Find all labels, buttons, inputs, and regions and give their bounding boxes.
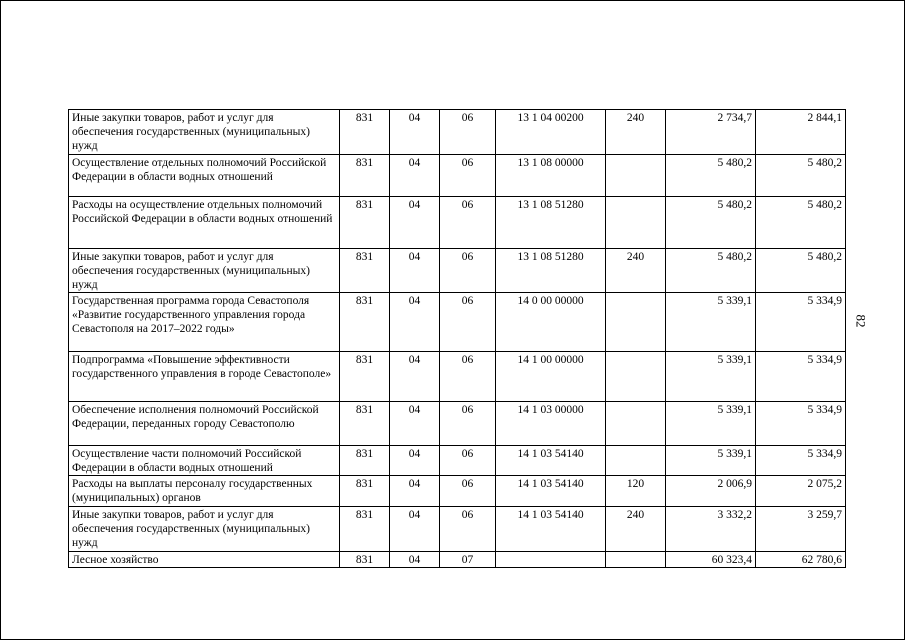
row-ved-cell: 831 [340, 476, 390, 507]
row-csr-cell: 14 0 00 00000 [496, 293, 606, 352]
row-csr-cell: 14 1 03 54140 [496, 507, 606, 552]
row-vr-cell [606, 293, 666, 352]
row-rz-cell: 04 [390, 352, 440, 402]
table-row [69, 155, 846, 197]
row-name-cell: Иные закупки товаров, работ и услуг для обеспечения государственных (муниципальных) нужд [69, 249, 340, 293]
row-csr-cell [496, 552, 606, 568]
row-ved-cell: 831 [340, 249, 390, 293]
row-csr-cell: 14 1 03 54140 [496, 446, 606, 476]
row-rz-cell: 04 [390, 552, 440, 568]
row-name-cell: Государственная программа города Севастополя «Развитие государственного управления города Севастополя на 2017–2022 годы» [69, 293, 340, 352]
row-pr-cell: 06 [440, 249, 496, 293]
row-sum1-cell: 5 339,1 [666, 402, 756, 446]
row-sum2-cell: 3 259,7 [756, 507, 846, 552]
row-sum1-cell: 2 734,7 [666, 110, 756, 155]
row-name-cell: Лесное хозяйство [69, 552, 340, 568]
row-sum1-cell: 3 332,2 [666, 507, 756, 552]
row-pr-cell: 06 [440, 476, 496, 507]
row-rz-cell: 04 [390, 155, 440, 197]
row-sum2-cell: 62 780,6 [756, 552, 846, 568]
page-number: 82 [853, 314, 869, 328]
row-rz-cell: 04 [390, 446, 440, 476]
table-row [69, 110, 846, 155]
row-vr-cell [606, 155, 666, 197]
row-csr-cell: 13 1 04 00200 [496, 110, 606, 155]
row-rz-cell: 04 [390, 293, 440, 352]
table-row [69, 249, 846, 293]
row-sum2-cell: 5 334,9 [756, 352, 846, 402]
row-vr-cell: 120 [606, 476, 666, 507]
budget-table [68, 109, 846, 568]
row-ved-cell: 831 [340, 446, 390, 476]
row-csr-cell: 13 1 08 51280 [496, 249, 606, 293]
row-sum2-cell: 5 480,2 [756, 155, 846, 197]
row-sum1-cell: 2 006,9 [666, 476, 756, 507]
row-sum2-cell: 5 334,9 [756, 446, 846, 476]
row-pr-cell: 07 [440, 552, 496, 568]
table-row [69, 507, 846, 552]
row-vr-cell [606, 352, 666, 402]
row-name-cell: Иные закупки товаров, работ и услуг для обеспечения государственных (муниципальных) нужд [69, 507, 340, 552]
row-name-cell: Осуществление части полномочий Российской Федерации в области водных отношений [69, 446, 340, 476]
table-row [69, 552, 846, 568]
row-pr-cell: 06 [440, 155, 496, 197]
row-pr-cell: 06 [440, 507, 496, 552]
table-row [69, 197, 846, 249]
row-sum1-cell: 5 480,2 [666, 155, 756, 197]
row-sum2-cell: 5 334,9 [756, 402, 846, 446]
row-ved-cell: 831 [340, 402, 390, 446]
table-row [69, 402, 846, 446]
row-pr-cell: 06 [440, 402, 496, 446]
row-sum1-cell: 60 323,4 [666, 552, 756, 568]
row-name-cell: Иные закупки товаров, работ и услуг для обеспечения государственных (муниципальных) нужд [69, 110, 340, 155]
row-sum1-cell: 5 339,1 [666, 352, 756, 402]
table-row [69, 476, 846, 507]
row-vr-cell [606, 402, 666, 446]
row-vr-cell: 240 [606, 249, 666, 293]
row-sum1-cell: 5 339,1 [666, 446, 756, 476]
row-ved-cell: 831 [340, 197, 390, 249]
row-pr-cell: 06 [440, 352, 496, 402]
row-pr-cell: 06 [440, 446, 496, 476]
row-vr-cell [606, 197, 666, 249]
row-sum2-cell: 5 480,2 [756, 197, 846, 249]
row-name-cell: Расходы на осуществление отдельных полномочий Российской Федерации в области водных отношений [69, 197, 340, 249]
row-ved-cell: 831 [340, 110, 390, 155]
table-row [69, 446, 846, 476]
row-sum1-cell: 5 480,2 [666, 197, 756, 249]
row-ved-cell: 831 [340, 507, 390, 552]
row-vr-cell: 240 [606, 507, 666, 552]
row-rz-cell: 04 [390, 402, 440, 446]
row-rz-cell: 04 [390, 507, 440, 552]
row-pr-cell: 06 [440, 110, 496, 155]
row-name-cell: Обеспечение исполнения полномочий Российской Федерации, переданных городу Севастополю [69, 402, 340, 446]
row-pr-cell: 06 [440, 293, 496, 352]
row-rz-cell: 04 [390, 249, 440, 293]
row-csr-cell: 14 1 00 00000 [496, 352, 606, 402]
row-csr-cell: 13 1 08 51280 [496, 197, 606, 249]
row-name-cell: Расходы на выплаты персоналу государственных (муниципальных) органов [69, 476, 340, 507]
row-pr-cell: 06 [440, 197, 496, 249]
table-row [69, 293, 846, 352]
row-name-cell: Осуществление отдельных полномочий Российской Федерации в области водных отношений [69, 155, 340, 197]
row-csr-cell: 13 1 08 00000 [496, 155, 606, 197]
row-sum2-cell: 2 075,2 [756, 476, 846, 507]
row-ved-cell: 831 [340, 155, 390, 197]
row-ved-cell: 831 [340, 552, 390, 568]
row-rz-cell: 04 [390, 110, 440, 155]
row-csr-cell: 14 1 03 00000 [496, 402, 606, 446]
row-vr-cell [606, 552, 666, 568]
row-name-cell: Подпрограмма «Повышение эффективности государственного управления в городе Севастополе» [69, 352, 340, 402]
row-sum2-cell: 5 334,9 [756, 293, 846, 352]
row-rz-cell: 04 [390, 476, 440, 507]
table-row [69, 352, 846, 402]
row-vr-cell: 240 [606, 110, 666, 155]
row-ved-cell: 831 [340, 352, 390, 402]
row-sum2-cell: 5 480,2 [756, 249, 846, 293]
row-csr-cell: 14 1 03 54140 [496, 476, 606, 507]
row-sum1-cell: 5 339,1 [666, 293, 756, 352]
row-sum1-cell: 5 480,2 [666, 249, 756, 293]
row-sum2-cell: 2 844,1 [756, 110, 846, 155]
row-ved-cell: 831 [340, 293, 390, 352]
row-rz-cell: 04 [390, 197, 440, 249]
row-vr-cell [606, 446, 666, 476]
